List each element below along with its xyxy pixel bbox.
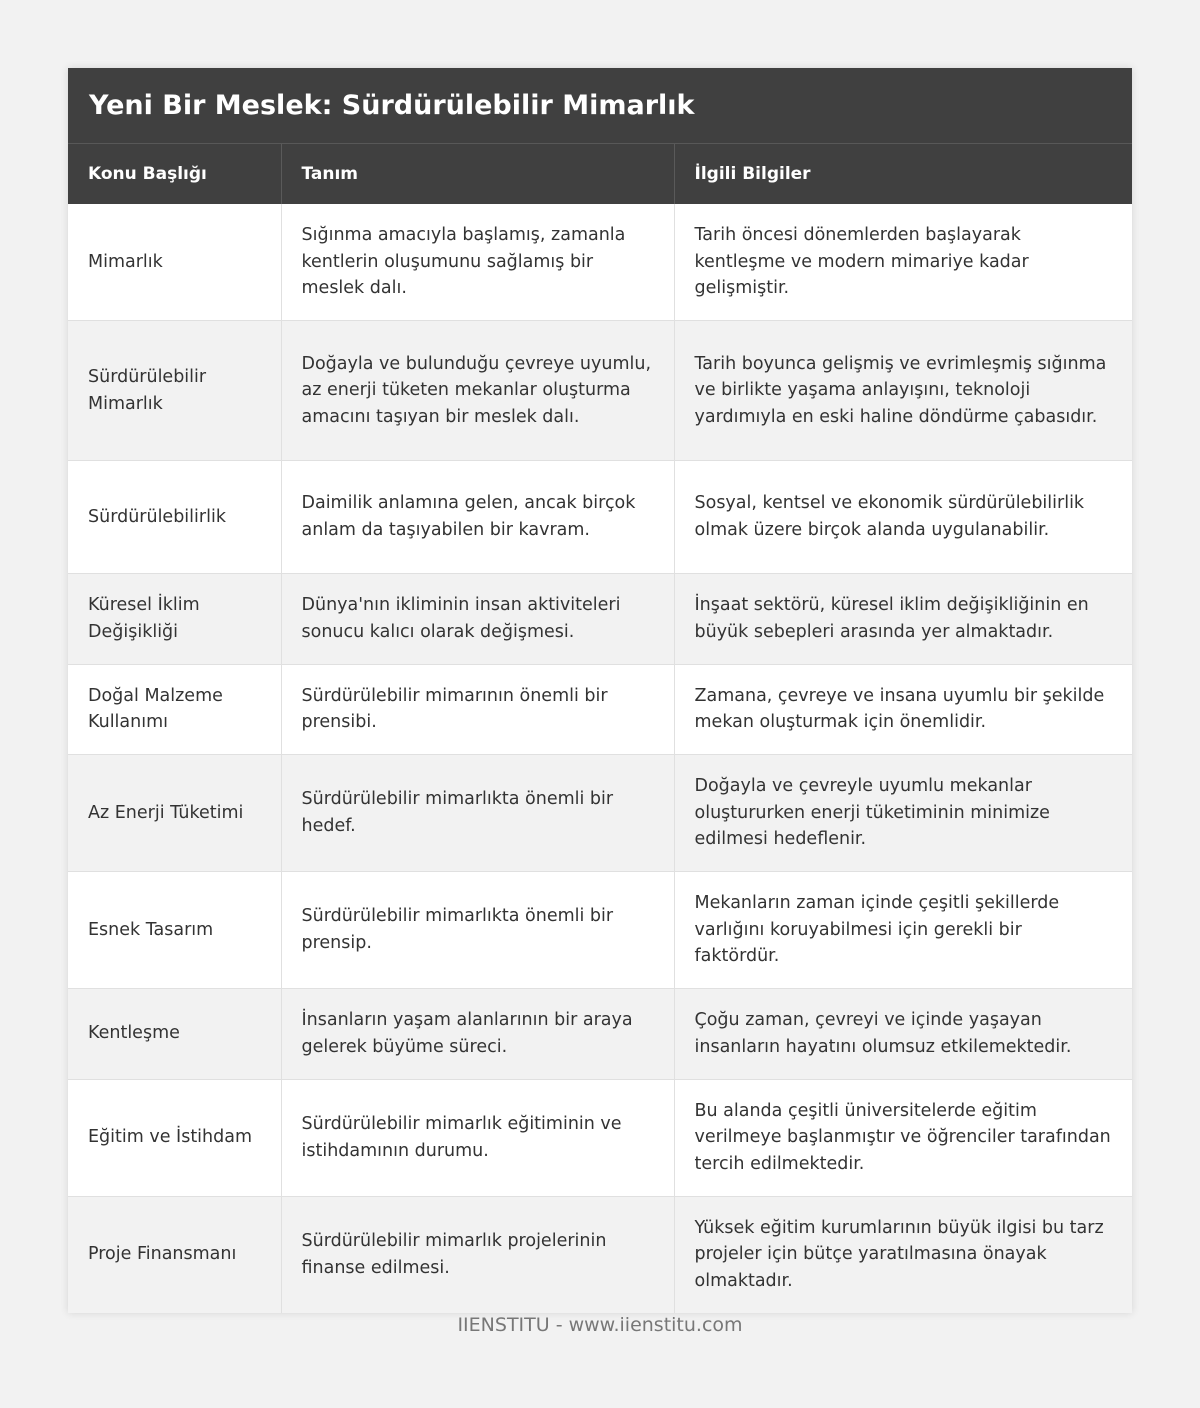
header-row [68, 144, 1132, 204]
cell-info: Çoğu zaman, çevreyi ve içinde yaşayan insanların hayatını olumsuz etkilemektedir. [674, 989, 1132, 1079]
table-row [68, 574, 1132, 664]
header-definition: Tanım [281, 144, 674, 204]
table-row [68, 754, 1132, 871]
cell-topic: Kentleşme [68, 989, 281, 1079]
table-row [68, 989, 1132, 1079]
cell-info: Mekanların zaman içinde çeşitli şekillerde varlığını koruyabilmesi için gerekli bir faktördür. [674, 872, 1132, 989]
cell-definition: Dünya'nın ikliminin insan aktiviteleri sonucu kalıcı olarak değişmesi. [281, 574, 674, 664]
table-row [68, 1079, 1132, 1196]
cell-definition: Sürdürülebilir mimarının önemli bir prensibi. [281, 664, 674, 754]
cell-info: Yüksek eğitim kurumlarının büyük ilgisi bu tarz projeler için bütçe yaratılmasına önayak olmaktadır. [674, 1196, 1132, 1313]
table-row [68, 1196, 1132, 1313]
cell-info: Tarih öncesi dönemlerden başlayarak kentleşme ve modern mimariye kadar gelişmiştir. [674, 204, 1132, 321]
cell-topic: Az Enerji Tüketimi [68, 754, 281, 871]
cell-info: Zamana, çevreye ve insana uyumlu bir şekilde mekan oluşturmak için önemlidir. [674, 664, 1132, 754]
cell-topic: Esnek Tasarım [68, 872, 281, 989]
cell-topic: Mimarlık [68, 204, 281, 321]
cell-info: Doğayla ve çevreyle uyumlu mekanlar oluştururken enerji tüketiminin minimize edilmesi hedeflenir. [674, 754, 1132, 871]
cell-info: İnşaat sektörü, küresel iklim değişikliğinin en büyük sebepleri arasında yer almaktadır. [674, 574, 1132, 664]
cell-info: Tarih boyunca gelişmiş ve evrimleşmiş sığınma ve birlikte yaşama anlayışını, teknoloji yardımıyla en eski haline döndürme çabasıdır. [674, 321, 1132, 461]
cell-definition: Sığınma amacıyla başlamış, zamanla kentlerin oluşumunu sağlamış bir meslek dalı. [281, 204, 674, 321]
cell-info: Sosyal, kentsel ve ekonomik sürdürülebilirlik olmak üzere birçok alanda uygulanabilir. [674, 461, 1132, 574]
table-row [68, 872, 1132, 989]
table-row [68, 204, 1132, 321]
cell-definition: Daimilik anlamına gelen, ancak birçok anlam da taşıyabilen bir kavram. [281, 461, 674, 574]
cell-definition: Sürdürülebilir mimarlık eğitiminin ve istihdamının durumu. [281, 1079, 674, 1196]
cell-info: Bu alanda çeşitli üniversitelerde eğitim verilmeye başlanmıştır ve öğrenciler tarafından tercih edilmektedir. [674, 1079, 1132, 1196]
cell-definition: Doğayla ve bulunduğu çevreye uyumlu, az enerji tüketen mekanlar oluşturma amacını taşıyan bir meslek dalı. [281, 321, 674, 461]
page-title: Yeni Bir Meslek: Sürdürülebilir Mimarlık [68, 68, 1132, 144]
cell-definition: Sürdürülebilir mimarlıkta önemli bir hedef. [281, 754, 674, 871]
table-row [68, 664, 1132, 754]
cell-definition: Sürdürülebilir mimarlık projelerinin finanse edilmesi. [281, 1196, 674, 1313]
cell-topic: Küresel İklim Değişikliği [68, 574, 281, 664]
cell-definition: İnsanların yaşam alanlarının bir araya gelerek büyüme süreci. [281, 989, 674, 1079]
cell-topic: Doğal Malzeme Kullanımı [68, 664, 281, 754]
cell-topic: Eğitim ve İstihdam [68, 1079, 281, 1196]
info-table [68, 144, 1132, 1313]
table-card [68, 68, 1132, 1313]
table-row [68, 461, 1132, 574]
cell-definition: Sürdürülebilir mimarlıkta önemli bir prensip. [281, 872, 674, 989]
footer-credit: IIENSTITU - www.iienstitu.com [457, 1314, 743, 1336]
cell-topic: Sürdürülebilirlik [68, 461, 281, 574]
header-topic: Konu Başlığı [68, 144, 281, 204]
cell-topic: Proje Finansmanı [68, 1196, 281, 1313]
cell-topic: Sürdürülebilir Mimarlık [68, 321, 281, 461]
header-info: İlgili Bilgiler [674, 144, 1132, 204]
table-row [68, 321, 1132, 461]
